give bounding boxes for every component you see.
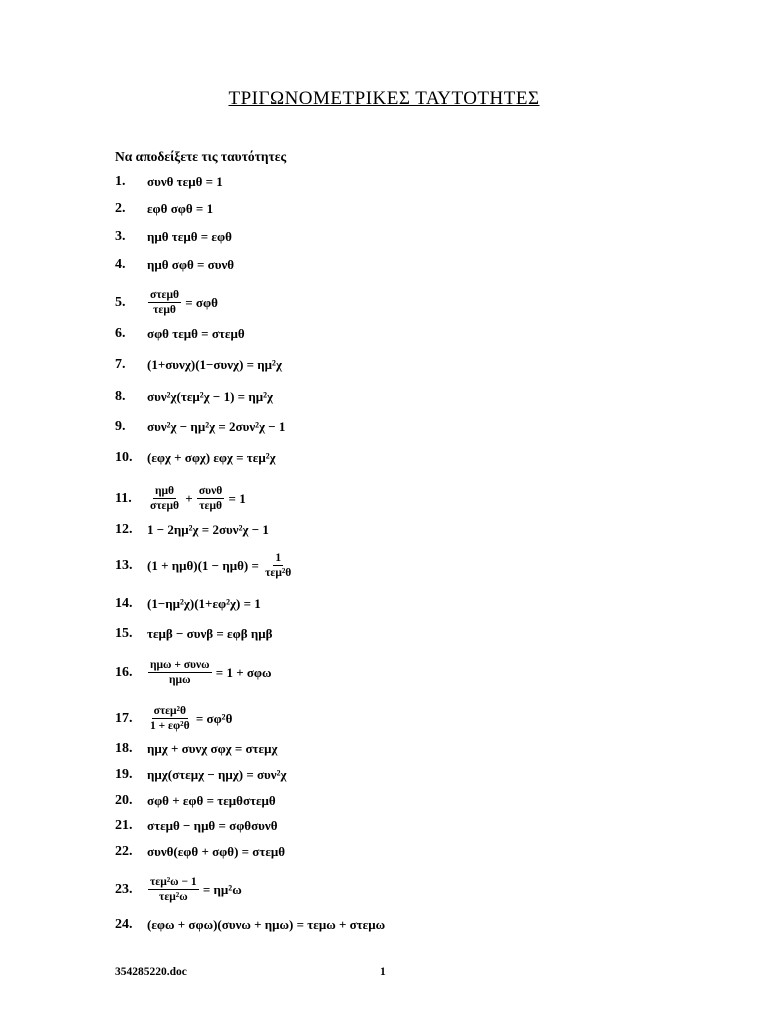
expression-text: τεμβ − συνβ = εφβ ημβ [147, 626, 273, 641]
identity-expression [147, 875, 242, 904]
identity-item [115, 917, 385, 933]
identity-expression [147, 450, 276, 466]
expression-text: εφθ σφθ = 1 [147, 201, 214, 216]
item-number: 3. [115, 229, 126, 244]
identity-item [115, 288, 218, 317]
fraction-numerator: τεμ²ω − 1 [150, 876, 197, 888]
expression-text: συνθ τεμθ = 1 [147, 174, 223, 189]
identity-item [115, 626, 272, 642]
identity-item [115, 793, 276, 809]
identity-expression [147, 596, 261, 612]
identity-expression [147, 844, 285, 860]
fraction-numerator: ημω + συνω [150, 659, 210, 671]
expression-text: ημχ(στεμχ − ημχ) = συν²χ [147, 767, 287, 782]
identity-expression [147, 326, 245, 342]
expression-text: (εφω + σφω)(συνω + ημω) = τεμω + στεμω [147, 917, 386, 932]
identity-expression [147, 917, 385, 933]
fraction-denominator: τεμθ [199, 500, 222, 512]
identity-expression [147, 658, 272, 687]
identity-expression [147, 229, 232, 245]
fraction-denominator: στεμθ [150, 500, 179, 512]
fraction-numerator: στεμ²θ [153, 705, 187, 717]
footer-filename: 354285220.doc [115, 966, 187, 978]
expression-text: σφθ τεμθ = στεμθ [147, 326, 245, 341]
identity-item [115, 326, 245, 342]
item-number: 22. [115, 844, 133, 859]
fraction-numerator: 1 [275, 552, 282, 564]
expression-text: 1 − 2ημ²χ = 2συν²χ − 1 [147, 522, 269, 537]
item-number: 1. [115, 174, 126, 189]
item-number: 5. [115, 294, 126, 310]
identity-item [115, 596, 261, 612]
item-number: 6. [115, 326, 126, 341]
item-number: 15. [115, 626, 133, 641]
identity-item [115, 419, 285, 435]
identity-expression [147, 793, 276, 809]
expression-text: (εφχ + σφχ) εφχ = τεμ²χ [147, 450, 276, 465]
fraction-denominator: ημω [169, 674, 191, 686]
expression-text: = σφ²θ [192, 710, 233, 726]
expression-text: (1 + ημθ)(1 − ημθ) = [147, 557, 263, 573]
expression-text: συν²χ − ημ²χ = 2συν²χ − 1 [147, 419, 286, 434]
item-number: 8. [115, 389, 126, 404]
expression-text: συν²χ(τεμ²χ − 1) = ημ²χ [147, 389, 273, 404]
fraction-denominator: τεμ²ω [159, 891, 188, 903]
fraction [148, 484, 181, 513]
identity-item [115, 389, 273, 405]
identity-item [115, 484, 246, 513]
identity-expression [147, 257, 234, 273]
item-number: 11. [115, 490, 132, 506]
identity-item [115, 357, 282, 373]
expression-text: = 1 [225, 490, 246, 506]
fraction [148, 704, 192, 733]
fraction-denominator: τεμθ [153, 304, 176, 316]
item-number: 14. [115, 596, 133, 611]
item-number: 13. [115, 557, 133, 573]
identity-item [115, 704, 232, 733]
identity-expression [147, 389, 273, 405]
item-number: 18. [115, 741, 133, 756]
identity-item [115, 844, 285, 860]
item-number: 7. [115, 357, 126, 372]
identity-item [115, 551, 294, 580]
fraction-numerator: συνθ [198, 485, 223, 497]
item-number: 9. [115, 419, 126, 434]
identity-expression [147, 522, 269, 538]
identity-item [115, 522, 269, 538]
fraction-numerator: ημθ [154, 485, 175, 497]
expression-text: (1+συνχ)(1−συνχ) = ημ²χ [147, 357, 282, 372]
item-number: 16. [115, 664, 133, 680]
fraction [148, 658, 212, 687]
item-number: 12. [115, 522, 133, 537]
identity-item [115, 741, 277, 757]
item-number: 20. [115, 793, 133, 808]
expression-text: ημθ τεμθ = εφθ [147, 229, 232, 244]
fraction [148, 875, 199, 904]
item-number: 17. [115, 710, 133, 726]
page-title: ΤΡΙΓΩΝΟΜΕΤΡΙΚΕΣ ΤΑΥΤΟΤΗΤΕΣ [228, 88, 540, 109]
instructions-text: Να αποδείξετε τις ταυτότητες [115, 149, 287, 164]
fraction-denominator: τεμ²θ [265, 567, 292, 579]
expression-text: = σφθ [182, 294, 218, 310]
expression-text: ημθ σφθ = συνθ [147, 257, 235, 272]
expression-text: σφθ + εφθ = τεμθστεμθ [147, 793, 276, 808]
identity-item [115, 201, 213, 217]
item-number: 10. [115, 450, 133, 465]
identity-item [115, 229, 232, 245]
identity-expression [147, 626, 272, 642]
item-number: 23. [115, 881, 133, 897]
identity-expression [147, 741, 277, 757]
identity-expression [147, 288, 218, 317]
identity-item [115, 767, 287, 783]
footer-page-number: 1 [380, 966, 386, 978]
item-number: 2. [115, 201, 126, 216]
item-number: 4. [115, 257, 126, 272]
identity-expression [147, 818, 278, 834]
identity-expression [147, 704, 232, 733]
fraction-denominator: 1 + εφ²θ [150, 720, 190, 732]
identity-expression [147, 419, 285, 435]
expression-text: = ημ²ω [199, 881, 242, 897]
fraction-numerator: στεμθ [150, 289, 179, 301]
expression-text: ημχ + συνχ σφχ = στεμχ [147, 741, 278, 756]
identity-expression [147, 767, 287, 783]
identity-item [115, 875, 242, 904]
item-number: 24. [115, 917, 133, 932]
item-number: 19. [115, 767, 133, 782]
fraction [263, 551, 293, 580]
expression-text: = 1 + σφω [212, 664, 272, 680]
identity-item [115, 174, 223, 190]
item-number: 21. [115, 818, 133, 833]
identity-item [115, 450, 276, 466]
fraction [197, 484, 224, 513]
identity-item [115, 658, 272, 687]
expression-text: + [182, 490, 196, 506]
identity-expression [147, 174, 223, 190]
expression-text: στεμθ − ημθ = σφθσυνθ [147, 818, 278, 833]
identity-expression [147, 357, 282, 373]
identity-item [115, 257, 234, 273]
expression-text: συνθ(εφθ + σφθ) = στεμθ [147, 844, 286, 859]
fraction [148, 288, 181, 317]
identity-item [115, 818, 278, 834]
identity-expression [147, 484, 246, 513]
expression-text: (1−ημ²χ)(1+εφ²χ) = 1 [147, 596, 261, 611]
identity-expression [147, 201, 213, 217]
identity-expression [147, 551, 294, 580]
